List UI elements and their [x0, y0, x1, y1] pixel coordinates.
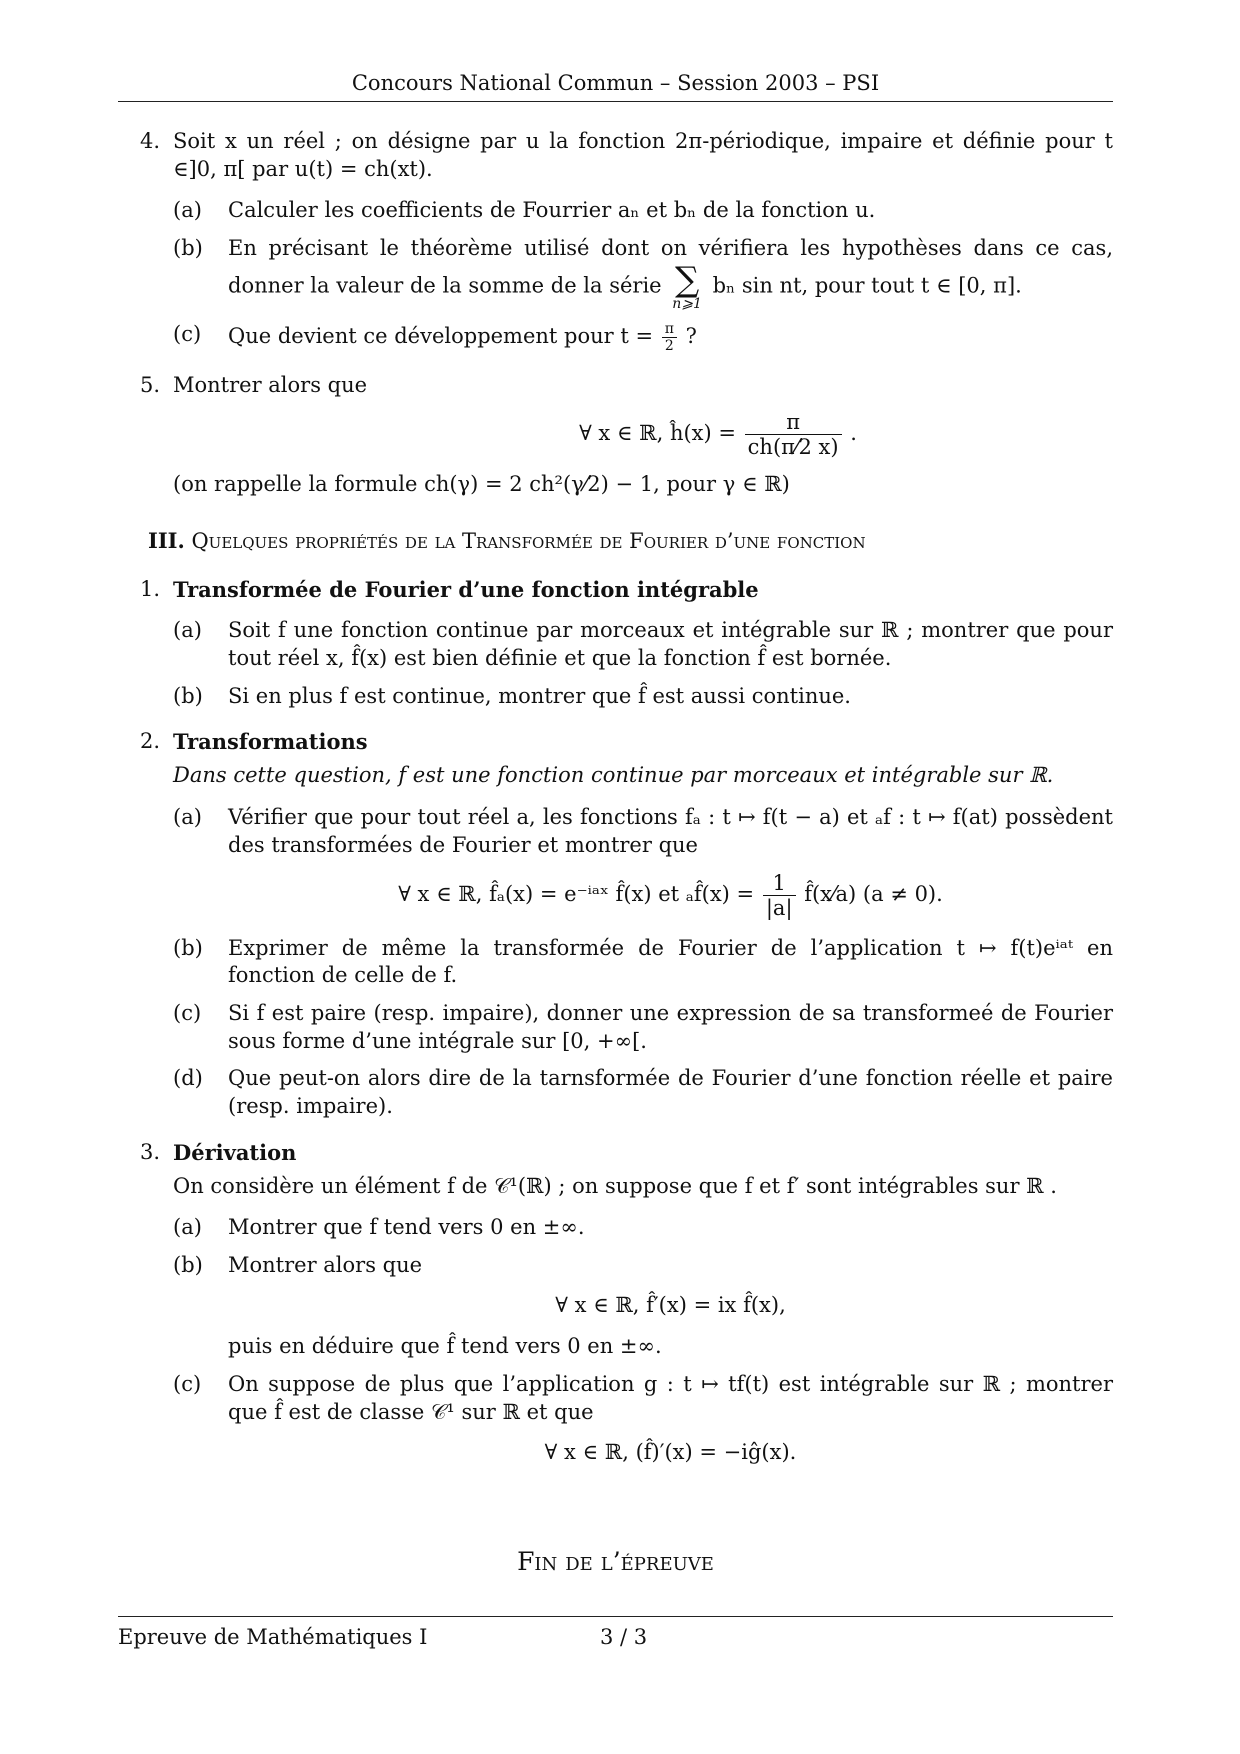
sum-symbol: ∑	[674, 259, 700, 300]
footer-exam-name: Epreuve de Mathématiques I	[118, 1625, 428, 1649]
fraction	[745, 410, 842, 459]
subquestion-label: (a)	[173, 1215, 202, 1240]
fraction-numerator: π	[662, 321, 677, 338]
end-of-exam: Fin de l’épreuve	[517, 1547, 714, 1576]
question-4	[118, 128, 1113, 354]
subquestion-3b	[173, 1252, 1113, 1361]
question-intro: On considère un élément f de 𝒞¹(ℝ) ; on suppose que f et f′ sont intégrables sur ℝ .	[173, 1173, 1057, 1198]
subquestion-label: (b)	[173, 236, 203, 261]
exam-content	[118, 128, 1113, 1484]
subquestion-text: Si en plus f est continue, montrer que f̂ est aussi continue.	[228, 683, 851, 708]
equation-lhs: ∀ x ∈ ℝ, f̂ₐ(x) = e⁻ⁱᵃˣ f̂(x) et ₐf̂(x) =	[398, 882, 755, 907]
subquestion-text-after: bₙ sin nt, pour tout t ∈ [0, π].	[712, 273, 1022, 298]
display-equation: ∀ x ∈ ℝ, f̂′(x) = ix f̂(x),	[555, 1292, 786, 1317]
fraction-numerator: π	[745, 410, 842, 435]
page-header: Concours National Commun – Session 2003 – PSI	[351, 71, 880, 95]
fraction-denominator: 2	[664, 337, 674, 354]
equation-end: .	[850, 420, 857, 445]
subquestion-2d	[173, 1065, 1113, 1120]
display-equation	[228, 871, 1113, 920]
subquestion-label: (b)	[173, 683, 203, 708]
question-number: 5.	[140, 373, 161, 398]
subquestion-label: (b)	[173, 1253, 203, 1277]
subquestion-4c	[173, 321, 1113, 354]
subquestion-text: En précisant le théorème utilisé dont on vérifiera les hypothèses dans ce cas, donner la valeur de la somme de la série	[228, 236, 1113, 298]
subquestion-label: (c)	[173, 1000, 202, 1025]
subquestion-4b	[173, 235, 1113, 311]
display-equation: ∀ x ∈ ℝ, (f̂)′(x) = −iĝ(x).	[544, 1439, 797, 1464]
question-iii-3	[118, 1139, 1113, 1466]
fraction	[763, 871, 796, 920]
section-title: Quelques propriétés de la Transformée de Fourier d’une fonction	[191, 528, 866, 553]
subquestion-text: Que peut-on alors dire de la tarnsformée de Fourier d’une fonction réelle et paire (resp. impaire).	[228, 1066, 1113, 1119]
subquestion-1a	[173, 617, 1113, 672]
page-number: 3 / 3	[600, 1625, 648, 1649]
fraction-numerator: 1	[763, 871, 796, 896]
subquestion-text: On suppose de plus que l’application g : t ↦ tf(t) est intégrable sur ℝ ; montrer que f̂ est de classe 𝒞¹ sur ℝ et que	[228, 1372, 1113, 1424]
formula-reminder: (on rappelle la formule ch(γ) = 2 ch²(γ⁄2) − 1, pour γ ∈ ℝ)	[173, 472, 790, 497]
subquestion-label: (d)	[173, 1066, 203, 1091]
subquestion-text: Montrer alors que	[228, 1253, 423, 1277]
subquestion-2a	[173, 804, 1113, 921]
question-5	[118, 372, 1113, 499]
question-iii-2	[118, 728, 1113, 1120]
subquestion-text: Soit f une fonction continue par morceaux et intégrable sur ℝ ; montrer que pour tout réel x, f̂(x) est bien définie et que la fonction f̂ est bornée.	[228, 618, 1113, 670]
subquestion-2c	[173, 1000, 1113, 1055]
question-number: 3.	[140, 1139, 161, 1164]
subquestion-label: (b)	[173, 935, 203, 960]
subquestion-label: (a)	[173, 804, 202, 829]
equation-end: f̂(x⁄a) (a ≠ 0).	[804, 882, 943, 907]
fraction-denominator: |a|	[765, 896, 793, 921]
subquestion-2b	[173, 935, 1113, 990]
subquestion-text: Calculer les coefficients de Fourrier aₙ et bₙ de la fonction u.	[228, 198, 876, 223]
question-intro: Soit x un réel ; on désigne par u la fonction 2π-périodique, impaire et définie pour t ∈]0, π[ par u(t) = ch(xt).	[173, 129, 1113, 181]
fraction	[662, 321, 677, 354]
subquestion-text: Montrer que f tend vers 0 en ±∞.	[228, 1215, 585, 1240]
subquestion-text: Que devient ce développement pour t =	[228, 323, 654, 348]
subquestion-label: (c)	[173, 1372, 202, 1397]
footer-rule	[118, 1616, 1113, 1617]
subquestion-label: (c)	[173, 321, 202, 346]
question-number: 1.	[140, 576, 161, 601]
question-title: Dérivation	[173, 1139, 297, 1165]
sum-operator	[672, 259, 702, 312]
subquestion-text: Exprimer de même la transformée de Fourier de l’application t ↦ f(t)eⁱᵃᵗ en fonction de celle de f.	[228, 935, 1113, 988]
subquestion-label: (a)	[173, 198, 202, 223]
question-iii-1	[118, 576, 1113, 711]
question-number: 4.	[140, 129, 161, 153]
question-number: 2.	[140, 729, 161, 754]
section-heading	[148, 527, 1113, 556]
subquestion-label: (a)	[173, 618, 202, 643]
subquestion-text: Si f est paire (resp. impaire), donner une expression de sa transformeé de Fourier sous forme d’une intégrale sur [0, +∞[.	[228, 1000, 1113, 1053]
section-number: III.	[148, 527, 185, 553]
question-title: Transformations	[173, 729, 368, 755]
question-title: Transformée de Fourier d’une fonction intégrable	[173, 576, 759, 602]
subquestion-text-after: puis en déduire que f̂ tend vers 0 en ±∞.	[228, 1334, 662, 1359]
subquestion-3c	[173, 1371, 1113, 1466]
subquestion-1b	[173, 683, 1113, 711]
question-intro: Dans cette question, f est une fonction continue par morceaux et intégrable sur ℝ.	[173, 763, 1054, 788]
subquestion-4a	[173, 197, 1113, 225]
display-equation	[173, 410, 1113, 459]
equation-lhs: ∀ x ∈ ℝ, ĥ(x) =	[579, 420, 736, 445]
header-rule	[118, 101, 1113, 102]
subquestion-text: Vérifier que pour tout réel a, les fonctions fₐ : t ↦ f(t − a) et ₐf : t ↦ f(at) possèdent des transformées de Fourier et montrer que	[228, 804, 1113, 857]
question-intro: Montrer alors que	[173, 373, 368, 398]
sum-index: n⩾1	[672, 295, 702, 312]
subquestion-3a	[173, 1214, 1113, 1242]
fraction-denominator: ch(π⁄2 x)	[747, 434, 839, 459]
subquestion-text-after: ?	[685, 323, 697, 348]
